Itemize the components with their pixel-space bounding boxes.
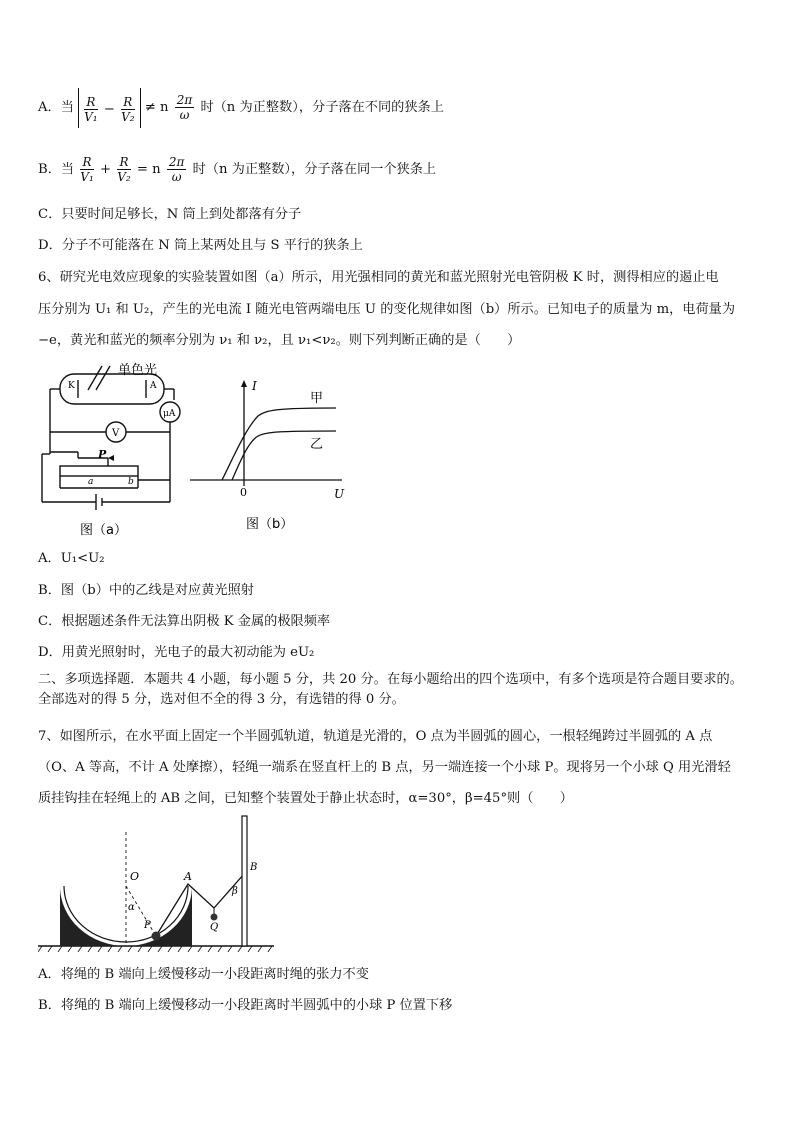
light-ray (88, 366, 102, 390)
fraction-r-v1: $\frac{R}{\text{V₁}}$ (80, 155, 94, 184)
figure-b-graph (186, 376, 356, 532)
q5-option-c: C．只要时间足够长，N 筒上到处都落有分子 (38, 207, 302, 222)
label-origin: 0 (240, 486, 247, 499)
caption-figure-b: 图（b） (246, 517, 294, 532)
q5-option-d: D．分子不可能落在 N 筒上某两处且与 S 平行的狭条上 (38, 238, 363, 253)
label-yi: 乙 (310, 437, 324, 452)
fraction-2pi-omega: $\frac{2\pi}{\omega}$ (176, 93, 193, 122)
section2-instructions-2: 全部选对的得 5 分，选对但不全的得 3 分，有选错的得 0 分。 (38, 692, 405, 707)
q5-option-b (38, 148, 436, 192)
label-p: P (144, 920, 151, 931)
q6-option-c: C．根据题述条件无法算出阴极 K 金属的极限频率 (38, 614, 331, 629)
label-o: O (130, 870, 140, 883)
caption-figure-a: 图（a） (80, 523, 127, 538)
slider-arrow-icon (108, 455, 114, 461)
fraction-r-v1: $\frac{R}{\text{V₁}}$ (84, 94, 98, 124)
rheostat (60, 466, 138, 476)
q7-option-b: B．将绳的 B 端向上缓慢移动一小段距离时半圆弧中的小球 P 位置下移 (38, 998, 453, 1013)
figure-q7 (38, 812, 274, 958)
option-label: A．当 (38, 100, 74, 115)
label-i: I (252, 379, 257, 393)
section2-instructions-1: 二、多项选择题．本题共 4 小题，每小题 5 分，共 20 分。在每小题给出的四个选项中，有多个选项是符合题目要求的。 (38, 672, 743, 687)
label-a: A (184, 870, 192, 883)
option-label: B．当 (38, 162, 75, 177)
q6-option-d: D．用黄光照射时，光电子的最大初动能为 eU₂ (38, 645, 315, 660)
phototube (60, 374, 164, 404)
label-microammeter: μA (163, 409, 176, 419)
eq-n: = n (136, 162, 161, 177)
q7-stem-line-1: 7、如图所示，在水平面上固定一个半圆弧轨道，轨道是光滑的，O 点为半圆弧的圆心，一根轻绳跨过半圆弧的 A 点 (38, 729, 713, 744)
abs-expression (78, 88, 140, 128)
vertical-pole (242, 816, 247, 946)
option-text: 时（n 为正整数），分子落在同一个狭条上 (192, 162, 437, 177)
option-text: 时（n 为正整数），分子落在不同的狭条上 (200, 100, 444, 115)
figure-a-circuit (38, 362, 184, 542)
fraction-2pi-omega: $\frac{2\pi}{\omega}$ (168, 155, 185, 184)
label-jia: 甲 (310, 391, 324, 406)
label-light: 单色光 (118, 363, 158, 378)
q6-option-a: A．U₁<U₂ (38, 551, 105, 566)
ball-q (211, 914, 218, 921)
q6-stem-line-3: −e，黄光和蓝光的频率分别为 ν₁ 和 ν₂，且 ν₁<ν₂。则下列判断正确的是（ ） (38, 333, 521, 348)
label-k: K (68, 381, 75, 391)
q6-stem-line-2: 压分别为 U₁ 和 U₂，产生的光电流 I 随光电管两端电压 U 的变化规律如图（b）所示。已知电子的质量为 m，电荷量为 (38, 302, 736, 317)
q6-option-b: B．图（b）中的乙线是对应黄光照射 (38, 583, 254, 598)
q6-stem-line-1: 6、研究光电效应现象的实验装置如图（a）所示，用光强相同的黄光和蓝光照射光电管阴极 K 时，测得相应的遏止电 (38, 270, 719, 285)
q5-option-a (38, 86, 444, 130)
q7-stem-line-2: （O、A 等高，不计 A 处摩擦），轻绳一端系在竖直杆上的 B 点，另一端连接一个小球 P。现将另一个小球 Q 用光滑轻 (38, 760, 731, 775)
q7-option-a: A．将绳的 B 端向上缓慢移动一小段距离时绳的张力不变 (38, 967, 369, 982)
label-b: B (250, 862, 258, 873)
light-ray (96, 366, 110, 390)
fraction-r-v2: $\frac{R}{\text{V₂}}$ (117, 155, 131, 184)
q7-stem-line-3: 质挂钩挂在轻绳上的 AB 之间，已知整个装置处于静止状态时，α=30°，β=45°则（ ） (38, 791, 573, 806)
label-voltmeter: V (112, 428, 120, 439)
label-a-end: a (88, 477, 94, 487)
plus-sign: + (99, 162, 112, 177)
neq-n: ≠ n (144, 100, 169, 115)
label-q: Q (210, 922, 219, 933)
i-axis-arrow-icon (241, 380, 247, 387)
label-a: A (150, 381, 157, 391)
ball-p (152, 932, 161, 941)
fraction-r-v2: $\frac{R}{\text{V₂}}$ (121, 94, 135, 124)
label-beta: β (232, 886, 238, 897)
label-u: U (334, 487, 345, 501)
label-p: P (98, 448, 107, 461)
label-alpha: α (128, 902, 135, 913)
label-b-end: b (128, 477, 134, 487)
minus-sign: − (103, 101, 115, 117)
